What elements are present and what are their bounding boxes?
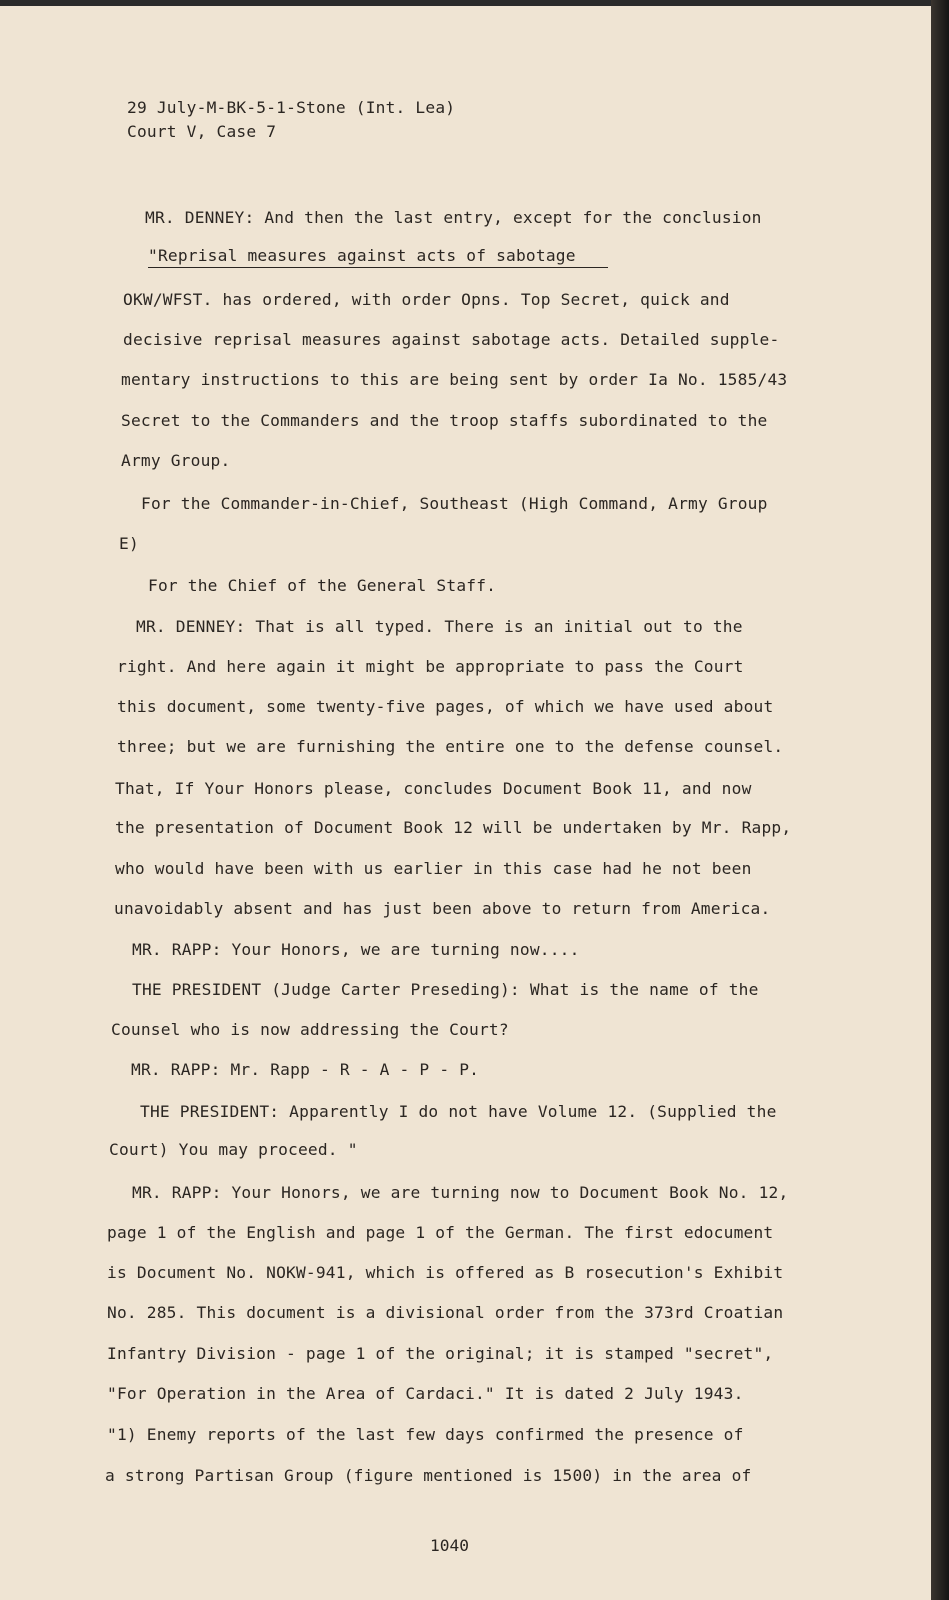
body-line: MR. RAPP: Your Honors, we are turning now.... [132,940,580,959]
body-line: three; but we are furnishing the entire one to the defense counsel. [117,737,784,756]
scan-edge [931,0,949,1600]
body-line: For the Chief of the General Staff. [148,576,497,595]
body-line: MR. DENNEY: And then the last entry, except for the conclusion [145,208,762,227]
body-line: MR. RAPP: Your Honors, we are turning now to Document Book No. 12, [132,1183,789,1202]
body-line: a strong Partisan Group (figure mentioned is 1500) in the area of [105,1466,752,1485]
body-line: who would have been with us earlier in this case had he not been [115,859,752,878]
body-line: Secret to the Commanders and the troop staffs subordinated to the [121,411,768,430]
body-line: No. 285. This document is a divisional order from the 373rd Croatian [107,1303,784,1322]
body-line: "For Operation in the Area of Cardaci." It is dated 2 July 1943. [107,1384,744,1403]
section-heading: "Reprisal measures against acts of sabotage [148,246,608,268]
body-line: page 1 of the English and page 1 of the German. The first edocument [107,1223,774,1242]
body-line: THE PRESIDENT (Judge Carter Preseding): What is the name of the [132,980,759,999]
page-number: 1040 [430,1536,469,1555]
body-line: Infantry Division - page 1 of the original; it is stamped "secret", [107,1344,774,1363]
header-line-1: 29 July-M-BK-5-1-Stone (Int. Lea) [127,98,456,117]
body-line: THE PRESIDENT: Apparently I do not have Volume 12. (Supplied the [140,1102,777,1121]
body-line: For the Commander-in-Chief, Southeast (High Command, Army Group [141,494,768,513]
body-line: mentary instructions to this are being sent by order Ia No. 1585/43 [121,370,788,389]
body-line: That, If Your Honors please, concludes Document Book 11, and now [115,779,752,798]
body-line: MR. RAPP: Mr. Rapp - R - A - P - P. [131,1060,480,1079]
body-line: Court) You may proceed. " [109,1140,358,1159]
body-line: "1) Enemy reports of the last few days confirmed the presence of [107,1425,744,1444]
body-line: E) [119,534,139,553]
body-line: Counsel who is now addressing the Court? [111,1020,509,1039]
body-line: decisive reprisal measures against sabotage acts. Detailed supple- [123,330,780,349]
body-line: right. And here again it might be appropriate to pass the Court [117,657,744,676]
body-line: the presentation of Document Book 12 will be undertaken by Mr. Rapp, [115,818,792,837]
body-line: Army Group. [121,451,231,470]
body-line: this document, some twenty-five pages, of which we have used about [117,697,774,716]
body-line: OKW/WFST. has ordered, with order Opns. Top Secret, quick and [123,290,730,309]
body-line: is Document No. NOKW-941, which is offered as B rosecution's Exhibit [107,1263,784,1282]
body-line: MR. DENNEY: That is all typed. There is an initial out to the [136,617,743,636]
header-line-2: Court V, Case 7 [127,122,277,141]
body-line: unavoidably absent and has just been above to return from America. [114,899,771,918]
